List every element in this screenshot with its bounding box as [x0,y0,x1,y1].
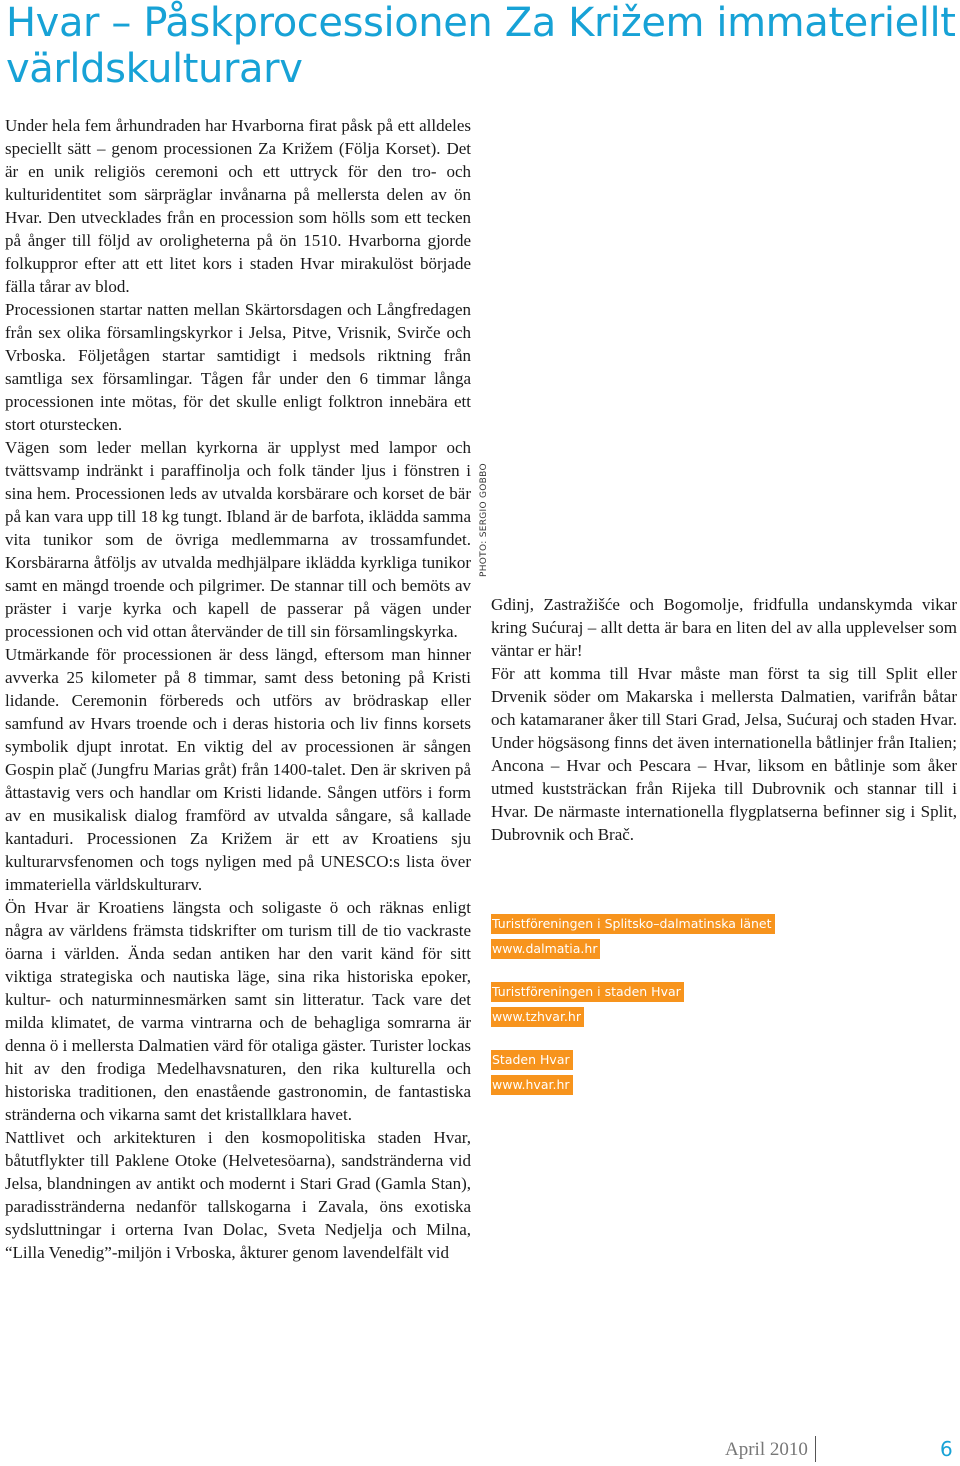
organization-label: Turistföreningen i staden Hvar [491,982,684,1002]
links-section [491,914,951,1118]
website-link[interactable]: www.dalmatia.hr [491,939,600,959]
paragraph: Under hela fem århundraden har Hvarborna firat påsk på ett alldeles speciellt sätt – genom processionen Za Križem (Följa Korset). Det är en unik religiös ceremoni och ett uttryck för den tro- och kulturidentitet som särpräglar invånarna på mellersta delen av ön Hvar. Den utvecklades från en procession som hölls som ett tecken på ånger till följd av oroligheterna på ön 1510. Hvarborna gjorde folkuppror efter att ett litet kors i staden Hvar mirakulöst började fälla tårar av blod. [5,116,471,296]
paragraph: Processionen startar natten mellan Skärtorsdagen och Långfredagen från sex olika församlingskyrkor i Jelsa, Pitve, Vrisnik, Svirče och Vrboska. Följetågen startar samtidigt i medsols riktning från samtliga sex församlingar. Tågen får under den 6 timmar långa processionen inte mötas, för det skulle enligt folktron innebära ett stort oturstecken. [5,300,471,434]
page-title: Hvar – Påskprocessionen Za Križem immateriellt världskulturarv [6,0,956,92]
organization-label: Staden Hvar [491,1050,573,1070]
link-group-hvar [491,1050,951,1100]
photo-credit: PHOTO: SERGIO GOBBO [479,463,489,577]
page-number: 6 [940,1437,953,1461]
link-group-tzhvar [491,982,951,1032]
paragraph: Ön Hvar är Kroatiens längsta och soligaste ö och räknas enligt några av världens främsta tidskrifter om turism till de tio vackraste öarna i världen. Ända sedan antiken har den varit känd för sitt viktiga strategiska och nautiska läge, sina rika historiska epoker, kultur- och naturminnesmärken samt sin litteratur. Tack vare det milda klimatet, de varma vintrarna och de behagliga somrarna är denna ö i mellersta Dalmatien värd för otaliga gäster. Turister lockas hit av den frodiga Medelhavsnaturen, den rika kulturella och historiska traditionen, den enastående gastronomin, de fantastiska stränderna och vikarna samt det kristallklara havet. [5,898,471,1124]
link-group-dalmatia [491,914,951,964]
issue-date: April 2010 [725,1439,808,1460]
paragraph: Vägen som leder mellan kyrkorna är upplyst med lampor och tvättsvamp indränkt i paraffinolja och folk tänder ljus i fönstren i sina hem. Processionen leds av utvalda korsbärare och korset de bär på kan vara upp till 18 kg tungt. Ibland är de barfota, iklädda samma vita tunikor som de övriga medlemmarna av trossamfundet. Korsbärarna åtföljs av utvalda medhjälpare iklädda kyrkliga tunikor samt en mängd troende och pilgrimer. De stannar till och bemöts av präster i varje kyrka och kapell de passerar på vägen under processionen och vid ottan återvänder de till sin församlingskyrka. [5,438,471,641]
left-column [5,114,471,1264]
paragraph: Utmärkande för processionen är dess längd, eftersom man hinner avverka 25 kilometer på 8 timmar, samt dess betoning på Kristi lidande. Ceremonin förbereds och utförs av brödraskap eller samfund av Hvars troende och i deras historia och liv finns korsets symbolik djupt inrotat. En viktig del av processionen är sången Gospin plač (Jungfru Marias gråt) från 1400-talet. Den är skriven på åttastavig vers och handlar om Kristi lidande. Sången utförs i form av en musikalisk dialog framförd av utvalda sångare, så kallade kantaduri. Processionen Za Križem är ett av Kroatiens sju kulturarvsfenomen och togs nyligen med på UNESCO:s lista över immateriella världskulturarv. [5,645,471,894]
organization-label: Turistföreningen i Splitsko–dalmatinska länet [491,914,775,934]
paragraph: Nattlivet och arkitekturen i den kosmopolitiska staden Hvar, båtutflykter till Paklene Otoke (Helvetesöarna), sandstränderna vid Jelsa, blandningen av antikt och modernt i Stari Grad (Gamla Stan), paradisstränderna nedanför tallskogarna i Zavala, öns exotiska sydsluttningar i orterna Ivan Dolac, Sveta Nedjelja och Milna, “Lilla Venedig”-miljön i Vrboska, åkturer genom lavendelfält vid [5,1128,471,1262]
paragraph: Gdinj, Zastražišće och Bogomolje, fridfulla undanskymda vikar kring Sućuraj – allt detta är bara en liten del av alla upplevelser som väntar er här! [491,595,957,660]
paragraph: För att komma till Hvar måste man först ta sig till Split eller Drvenik söder om Makarska i mellersta Dalmatien, varifrån båtar och katamaraner åker till Stari Grad, Jelsa, Sućuraj och staden Hvar. Under högsäsong finns det även internationella båtlinjer från Italien; Ancona – Hvar och Pescara – Hvar, liksom en båtlinje som åker utmed kuststräckan från Rijeka till Dubrovnik och stannar till i Hvar. De närmaste internationella flygplatserna befinner sig i Split, Dubrovnik och Brač. [491,664,957,844]
website-link[interactable]: www.hvar.hr [491,1075,573,1095]
footer-divider [815,1436,816,1462]
website-link[interactable]: www.tzhvar.hr [491,1007,584,1027]
right-column [491,593,957,846]
